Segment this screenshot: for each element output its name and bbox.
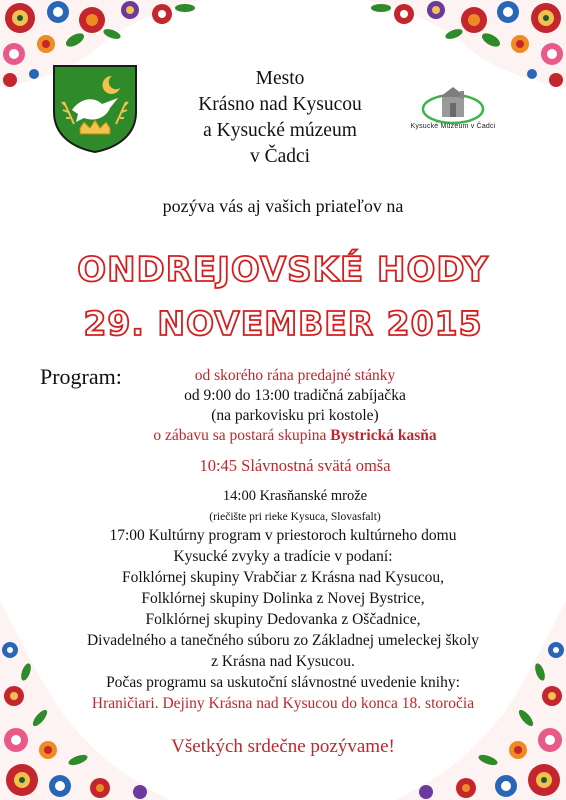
organizer-line-1: Mesto [255,68,305,89]
program-item-location: (na parkovisku pri kostole) [211,407,379,424]
program-label: Program: [40,364,122,389]
program-item-school-town: z Krásna nad Kysucou. [211,653,355,670]
program-item-book-launch: Počas programu sa uskutoční slávnostné uvedenie knihy: [106,674,460,691]
invitation-line: pozýva vás aj vašich priateľov na [162,196,404,216]
event-date: 29. NOVEMBER 2015 [83,304,483,343]
organizer-line-4: v Čadci [249,146,311,167]
program-item-traditions: Kysucké zvyky a tradície v podaní: [173,548,393,565]
organizer-block [160,66,400,170]
program-item-group-dolinka: Folklórnej skupiny Dolinka z Novej Bystrice, [141,590,425,607]
program-item-school-ensemble: Divadelného a tanečného súboru zo Základnej umeleckej školy [86,632,480,649]
program-item-culture: 17:00 Kultúrny program v priestoroch kultúrneho domu [109,527,457,544]
museum-logo-icon [398,85,508,140]
program-item-slaughter: od 9:00 do 13:00 tradičná zabíjačka [184,387,406,404]
organizer-line-3: a Kysucké múzeum [203,120,357,141]
program-item-band [12,426,566,446]
book-title: Hraničiari. Dejiny Krásna nad Kysucou do konca 18. storočia [91,695,475,712]
program-item-stands: od skorého rána predajné stánky [194,367,396,384]
program-item-group-vrabciar: Folklórnej skupiny Vrabčiar z Krásna nad Kysucou, [121,569,445,586]
program-item-swim: 14:00 Krasňanské mrože [222,488,368,504]
museum-logo-text: Kysucké Múzeum v Čadci [410,123,496,130]
band-name: Bystrická kasňa [330,427,437,444]
program-item-group-dedovanka: Folklórnej skupiny Dedovanka z Oščadnice, [145,611,421,628]
organizer-line-2: Krásno nad Kysucou [198,94,362,115]
program-item-mass: 10:45 Slávnostná svätá omša [199,456,391,475]
program-item-swim-location: (riečište pri rieke Kysuca, Slovasfalt) [209,511,381,523]
event-title: ONDREJOVSKÉ HODY [77,250,489,290]
band-intro: o zábavu sa postará skupina [153,427,331,444]
town-crest-icon [50,62,140,154]
closing-invitation: Všetkých srdečne pozývame! [171,736,395,757]
